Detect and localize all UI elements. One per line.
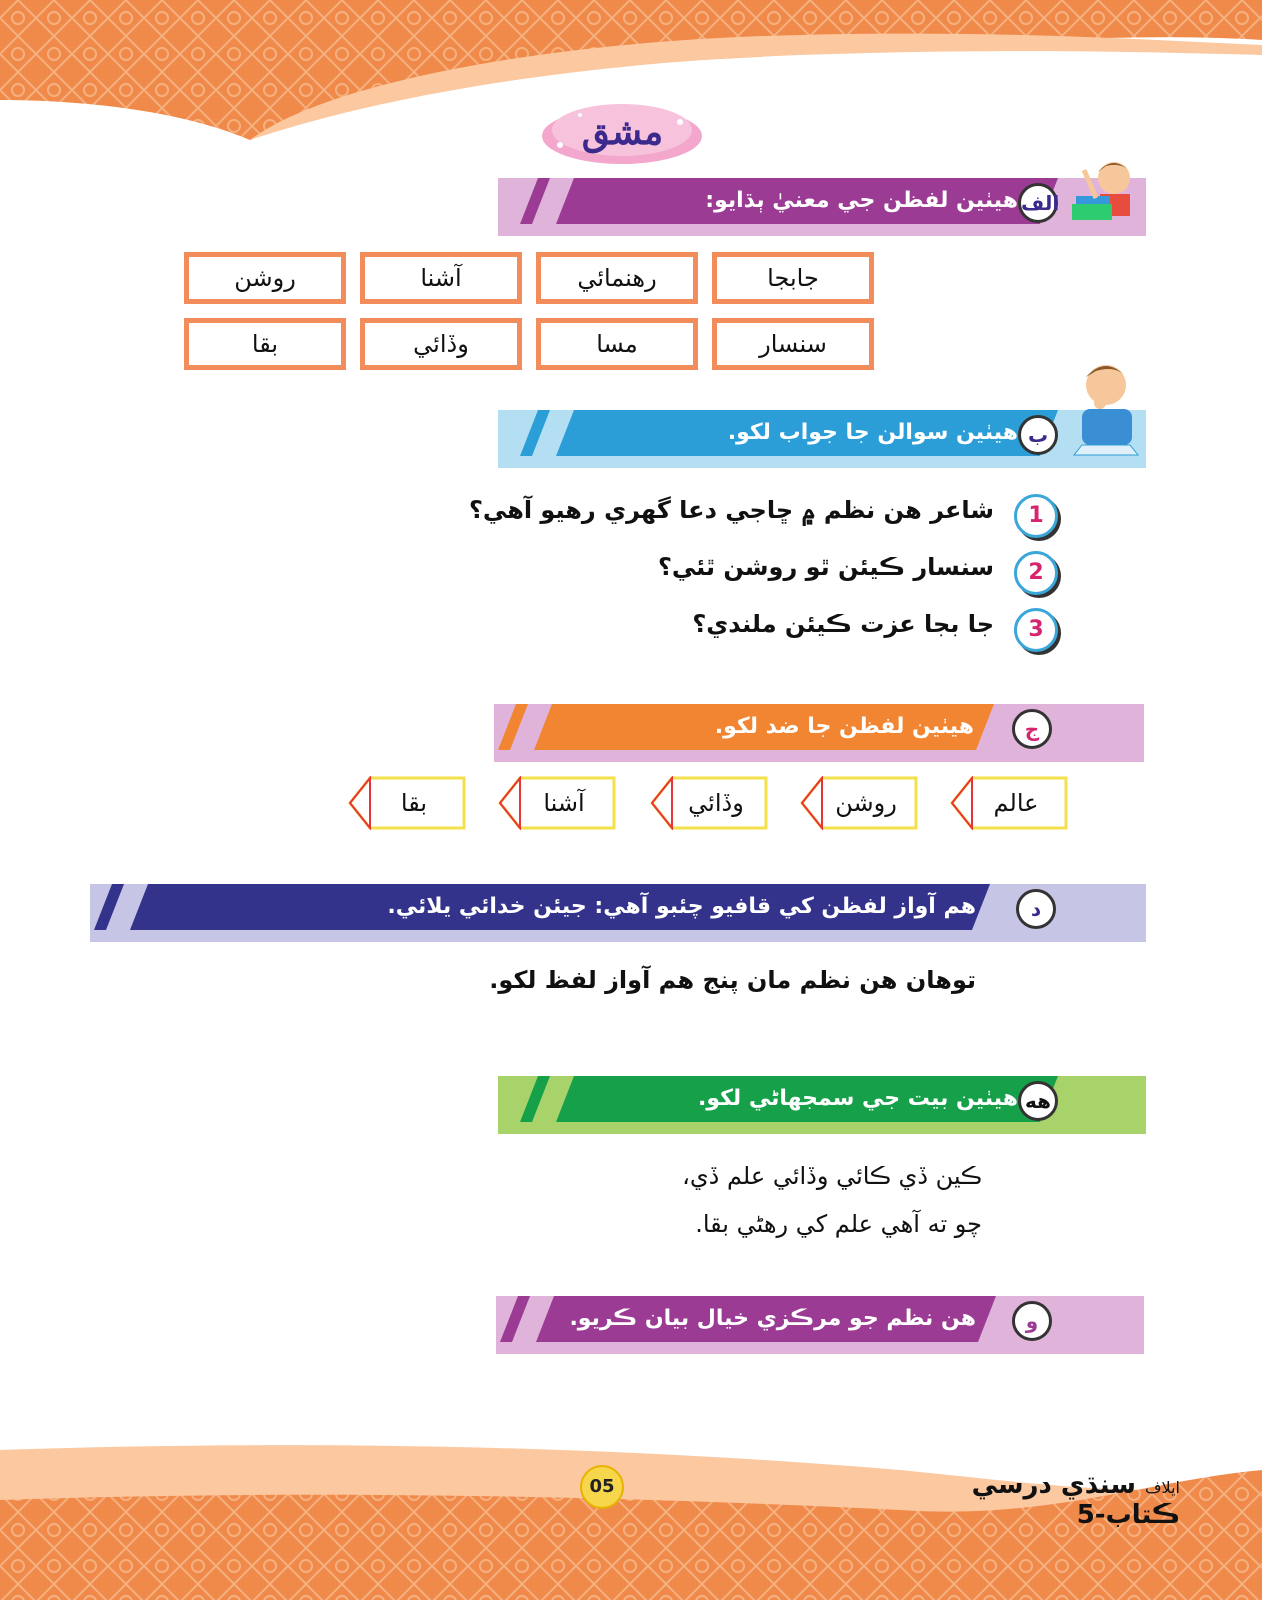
word-tag: عالم xyxy=(950,776,1068,830)
section-c-heading: هيٺين لفظن جا ضد لکو. xyxy=(714,714,974,739)
book-title xyxy=(880,1470,1180,1530)
section-a-heading: هيٺين لفظن جي معنيٰ ٻڌايو: xyxy=(705,188,1018,213)
section-c-letter: ج xyxy=(1012,709,1052,749)
question-number: 3 xyxy=(1014,608,1058,652)
section-f-heading: هن نظم جو مرڪزي خيال بيان ڪريو. xyxy=(569,1306,976,1331)
question-number: 2 xyxy=(1014,551,1058,595)
section-e-letter: هه xyxy=(1018,1081,1058,1121)
question-text: جا بجا عزت ڪيئن ملندي؟ xyxy=(692,610,994,638)
section-e-header xyxy=(498,1076,1146,1134)
word-box: روشن xyxy=(184,252,346,304)
page-number: 05 xyxy=(580,1465,624,1509)
question-text: شاعر هن نظم ۾ ڇاجي دعا گھري رهيو آهي؟ xyxy=(469,496,994,524)
page-title: مشق xyxy=(581,111,664,153)
question-text: سنسار ڪيئن ٿو روشن ٿئي؟ xyxy=(657,553,994,581)
section-b-heading: هيٺين سوالن جا جواب لکو. xyxy=(727,420,1018,445)
section-d-letter: د xyxy=(1016,889,1056,929)
section-f-letter: و xyxy=(1012,1301,1052,1341)
word-box: مسا xyxy=(536,318,698,370)
book-title-main: سنڌي درسي ڪتاب-5 xyxy=(971,1470,1180,1530)
section-e-heading: هيٺين بيت جي سمجھاڻي لکو. xyxy=(697,1086,1018,1111)
section-b-header xyxy=(498,410,1146,468)
boy-pointing-icon xyxy=(1066,148,1146,228)
section-a-header xyxy=(498,178,1146,236)
word-tag: روشن xyxy=(800,776,918,830)
word-box: جابجا xyxy=(712,252,874,304)
section-d-header xyxy=(90,884,1146,942)
word-box: وڏائي xyxy=(360,318,522,370)
section-d-heading: هم آواز لفظن کي قافيو چئبو آهي: جيئن خدائي يلائي. xyxy=(387,894,976,919)
word-box: سنسار xyxy=(712,318,874,370)
section-c-header xyxy=(494,704,1144,762)
book-title-prefix: ايلاف xyxy=(1144,1478,1180,1497)
thinking-boy-icon xyxy=(1064,355,1148,465)
word-tag: آشنا xyxy=(498,776,616,830)
word-tag: وڏائي xyxy=(650,776,768,830)
section-f-header xyxy=(496,1296,1144,1354)
poem-line: چو ته آهي علم کي رهڻي بقا. xyxy=(695,1210,982,1238)
word-box: آشنا xyxy=(360,252,522,304)
section-d-instruction: توهان هن نظم مان پنج هم آواز لفظ لکو. xyxy=(489,966,976,994)
word-box: بقا xyxy=(184,318,346,370)
word-box: رهنمائي xyxy=(536,252,698,304)
word-tag: بقا xyxy=(348,776,466,830)
section-a-letter: الف xyxy=(1018,183,1058,223)
section-b-letter: ب xyxy=(1018,415,1058,455)
question-number: 1 xyxy=(1014,494,1058,538)
poem-line: ڪين ڏي ڪائي وڏائي علم ڏي، xyxy=(682,1162,982,1190)
